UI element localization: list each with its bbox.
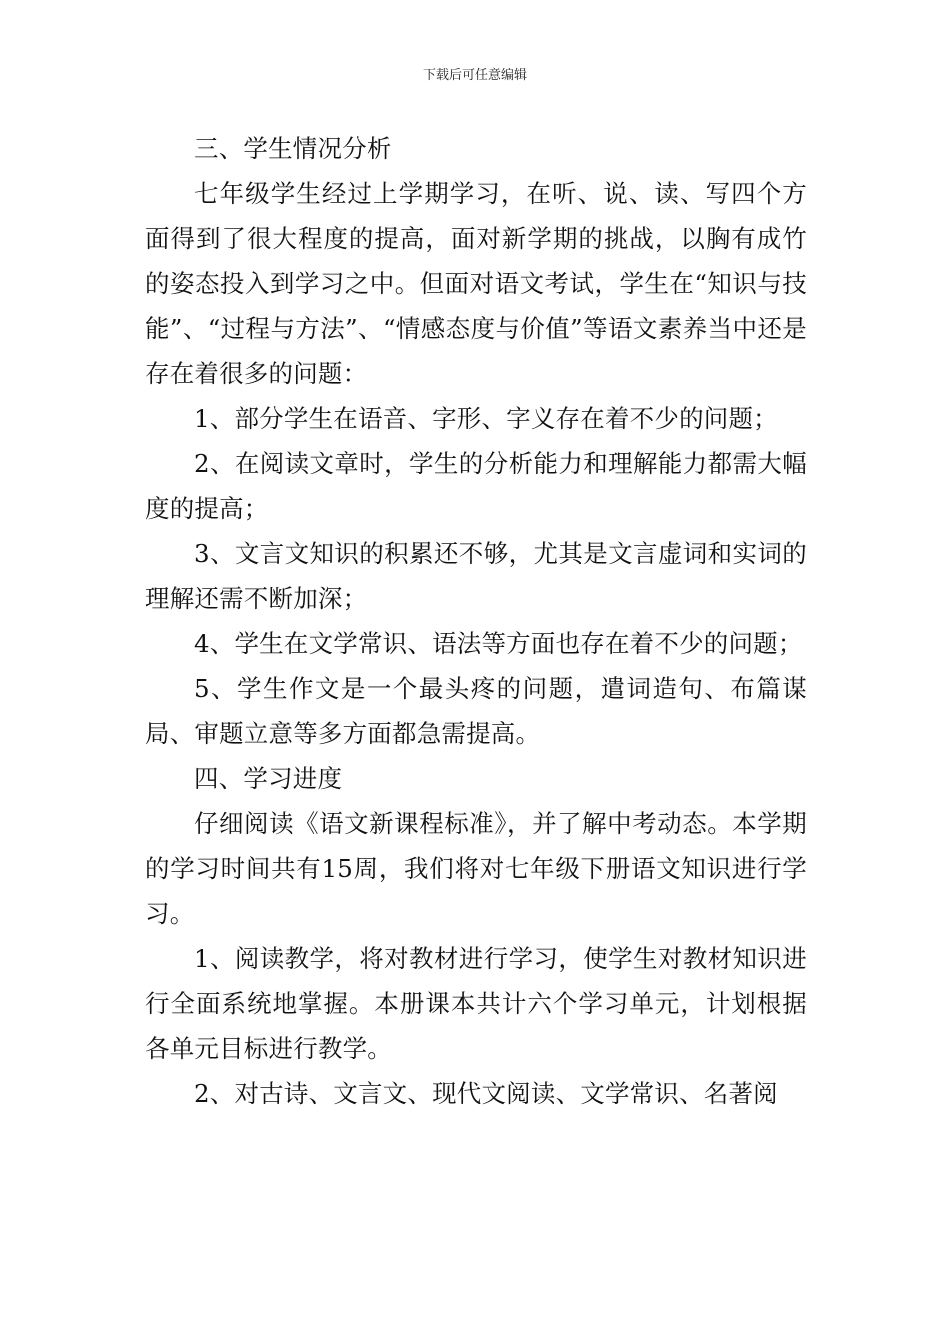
list-item-problem-5: 5、学生作文是一个最头疼的问题，遣词造句、布篇谋局、审题立意等多方面都急需提高。 xyxy=(145,674,807,748)
list-item-plan-1: 1、阅读教学，将对教材进行学习，使学生对教材知识进行全面系统地掌握。本册课本共计六个学习单元，计划根据各单元目标进行教学。 xyxy=(145,944,807,1063)
paragraph-student-overview: 七年级学生经过上学期学习，在听、说、读、写四个方面得到了很大程度的提高，面对新学期的挑战，以胸有成竹的姿态投入到学习之中。但面对语文考试，学生在“知识与技能”、“过程与方法”、“情感态度与价值”等语文素养当中还是存在着很多的问题： xyxy=(145,179,807,388)
list-item-problem-4: 4、学生在文学常识、语法等方面也存在着不少的问题； xyxy=(194,629,803,658)
list-item-problem-3: 3、文言文知识的积累还不够，尤其是文言虚词和实词的理解还需不断加深； xyxy=(145,539,807,613)
list-item-plan-2: 2、对古诗、文言文、现代文阅读、文学常识、名著阅 xyxy=(194,1079,778,1108)
section-heading-learning-progress: 四、学习进度 xyxy=(194,764,343,793)
document-body xyxy=(145,126,807,1116)
section-heading-student-analysis: 三、学生情况分析 xyxy=(194,134,392,163)
page-header-note: 下载后可任意编辑 xyxy=(422,68,527,83)
paragraph-progress-overview: 仔细阅读《语文新课程标准》，并了解中考动态。本学期的学习时间共有15周，我们将对七年级下册语文知识进行学习。 xyxy=(145,809,807,928)
list-item-problem-1: 1、部分学生在语音、字形、字义存在着不少的问题； xyxy=(194,404,778,433)
list-item-problem-2: 2、在阅读文章时，学生的分析能力和理解能力都需大幅度的提高； xyxy=(145,449,807,523)
